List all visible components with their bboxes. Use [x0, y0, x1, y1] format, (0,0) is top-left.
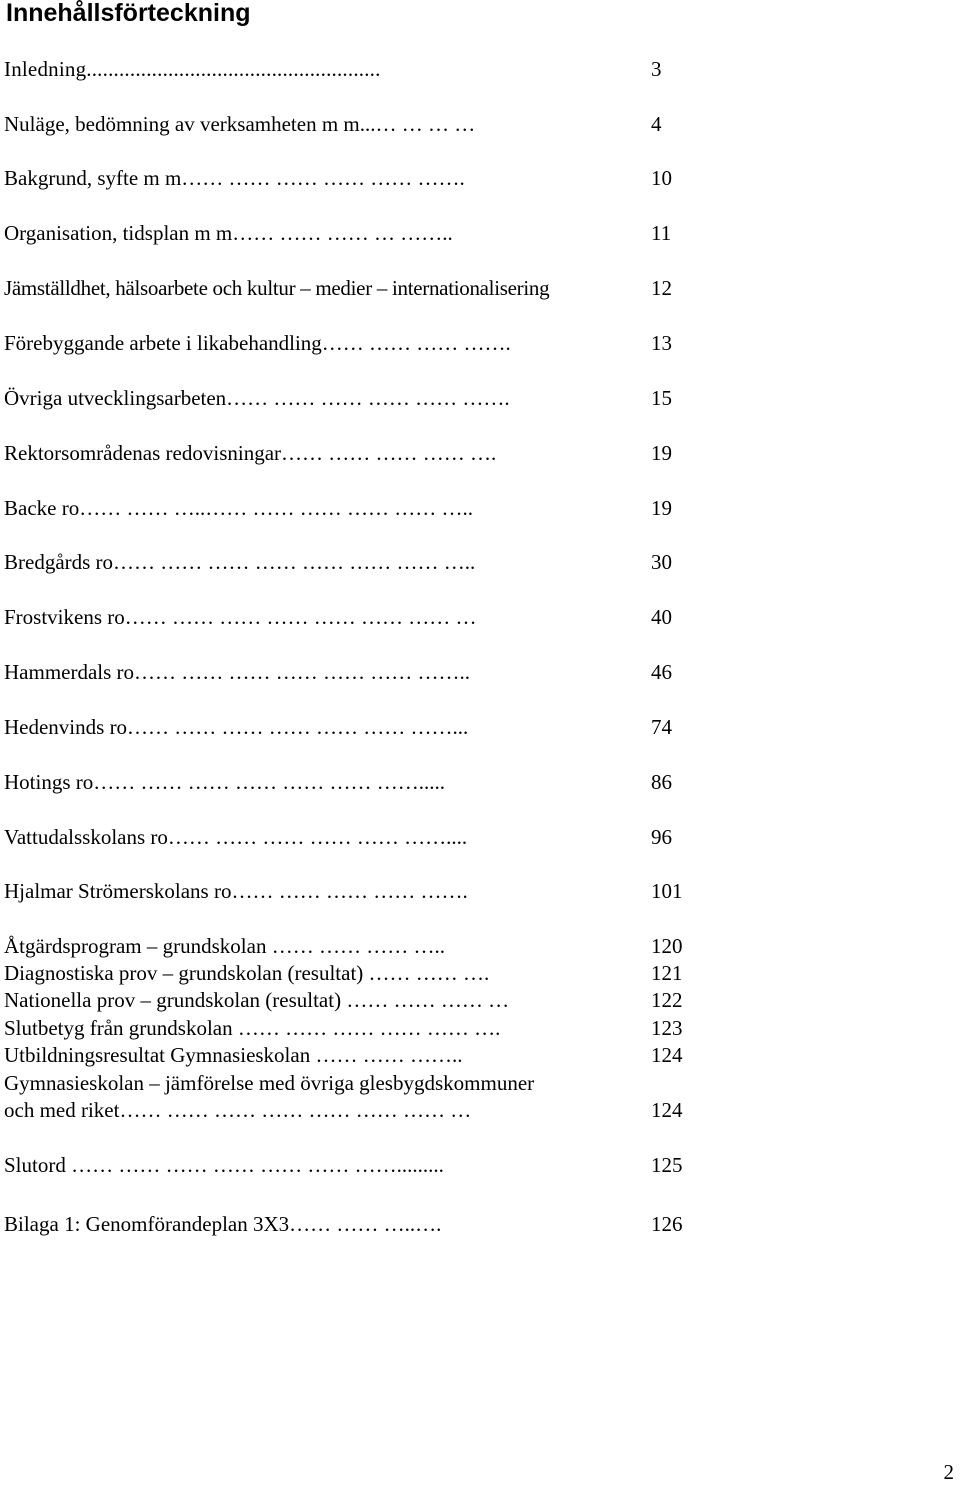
- toc-page-hedenvinds: 74: [651, 715, 672, 739]
- toc-entry-hedenvinds: Hedenvinds ro…… …… …… …… …… …… ……...: [4, 715, 469, 739]
- toc-page-rektorsomraden: 19: [651, 441, 672, 465]
- toc-page-backe: 19: [651, 496, 672, 520]
- toc-entry-och-med-riket: och med riket…… …… …… …… …… …… …… …: [4, 1098, 472, 1122]
- toc-page-ovriga: 15: [651, 386, 672, 410]
- toc-entry-bilaga-1: Bilaga 1: Genomförandeplan 3X3…… …… …..….: [4, 1212, 442, 1236]
- toc-entry-organisation: Organisation, tidsplan m m…… …… …… … ……..: [4, 221, 453, 245]
- toc-page-utbildningsresultat: 124: [651, 1043, 683, 1067]
- toc-page-jamstalldhet: 12: [651, 276, 672, 300]
- toc-page-bredgards: 30: [651, 550, 672, 574]
- toc-entry-ovriga: Övriga utvecklingsarbeten…… …… …… …… …… …….: [4, 386, 510, 410]
- toc-page-diagnostiska-prov: 121: [651, 961, 683, 985]
- toc-entry-slutbetyg: Slutbetyg från grundskolan …… …… …… …… …… ….: [4, 1016, 501, 1040]
- toc-entry-atgardsprogram: Åtgärdsprogram – grundskolan …… …… …… …..: [4, 934, 445, 958]
- toc-entry-nationella-prov: Nationella prov – grundskolan (resultat) …… …… …… …: [4, 988, 510, 1012]
- page-title: Innehållsförteckning: [6, 0, 251, 27]
- toc-entry-hjalmar-stromerskolans: Hjalmar Strömerskolans ro…… …… …… …… …….: [4, 879, 468, 903]
- toc-entry-backe: Backe ro…… …… …..…… …… …… …… …… …..: [4, 496, 473, 520]
- toc-page-nulage: 4: [651, 112, 662, 136]
- toc-page-hotings: 86: [651, 770, 672, 794]
- toc-page-inledning: 3: [651, 57, 662, 81]
- toc-page-bakgrund: 10: [651, 166, 672, 190]
- toc-entry-hotings: Hotings ro…… …… …… …… …… …… …….....: [4, 770, 445, 794]
- toc-entry-hammerdals: Hammerdals ro…… …… …… …… …… …… ……..: [4, 660, 471, 684]
- toc-entry-nulage: Nuläge, bedömning av verksamheten m m...… … … …: [4, 112, 476, 136]
- toc-page-slutbetyg: 123: [651, 1016, 683, 1040]
- toc-page-hammerdals: 46: [651, 660, 672, 684]
- toc-page-och-med-riket: 124: [651, 1098, 683, 1122]
- toc-entry-bredgards: Bredgårds ro…… …… …… …… …… …… …… …..: [4, 550, 476, 574]
- toc-entry-frostvikens: Frostvikens ro…… …… …… …… …… …… …… …: [4, 605, 477, 629]
- toc-page-frostvikens: 40: [651, 605, 672, 629]
- toc-entry-inledning: Inledning......................................................: [4, 57, 381, 81]
- toc-page-organisation: 11: [651, 221, 672, 245]
- toc-entry-jamstalldhet: Jämställdhet, hälsoarbete och kultur – medier – internationalisering: [4, 276, 550, 300]
- toc-page-atgardsprogram: 120: [651, 934, 683, 958]
- toc-page-slutord: 125: [651, 1153, 683, 1177]
- toc-entry-slutord: Slutord …… …… …… …… …… …… …….........: [4, 1153, 444, 1177]
- toc-page-vattudalsskolans: 96: [651, 825, 672, 849]
- toc-entry-gymnasieskolan-jamforelse: Gymnasieskolan – jämförelse med övriga glesbygdskommuner: [4, 1071, 535, 1095]
- toc-entry-rektorsomraden: Rektorsområdenas redovisningar…… …… …… …… ….: [4, 441, 497, 465]
- toc-entry-vattudalsskolans: Vattudalsskolans ro…… …… …… …… …… ……....: [4, 825, 468, 849]
- toc-page-nationella-prov: 122: [651, 988, 683, 1012]
- toc-page-bilaga-1: 126: [651, 1212, 683, 1236]
- toc-page-forebyggande: 13: [651, 331, 672, 355]
- toc-entry-forebyggande: Förebyggande arbete i likabehandling…… …… …… …….: [4, 331, 511, 355]
- toc-entry-bakgrund: Bakgrund, syfte m m…… …… …… …… …… …….: [4, 166, 465, 190]
- toc-entry-diagnostiska-prov: Diagnostiska prov – grundskolan (resultat) …… …… ….: [4, 961, 490, 985]
- toc-page-hjalmar-stromerskolans: 101: [651, 879, 683, 903]
- page-number: 2: [943, 1460, 954, 1484]
- toc-entry-utbildningsresultat: Utbildningsresultat Gymnasieskolan …… …… ……..: [4, 1043, 463, 1067]
